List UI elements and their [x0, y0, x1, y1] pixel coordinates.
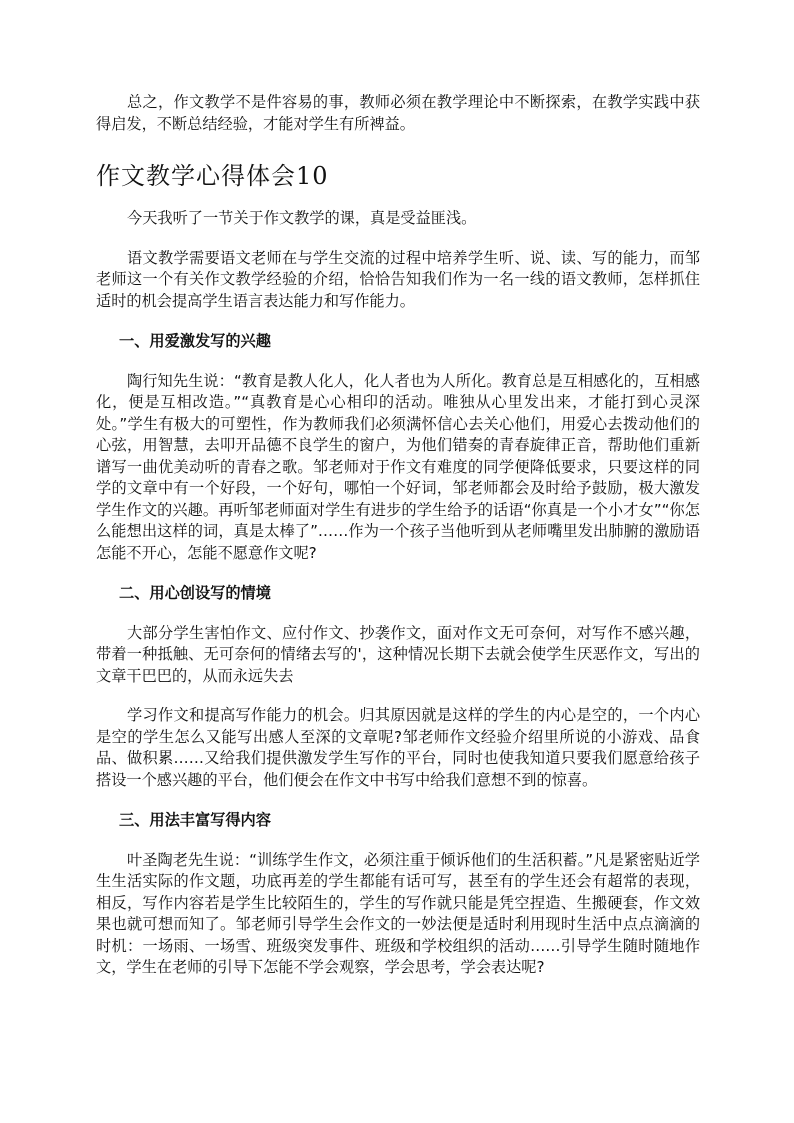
section-1-heading: 一、用爱激发写的兴趣: [119, 332, 271, 350]
section-3-paragraph: 叶圣陶老先生说：“训练学生作文，必须注重于倾诉他们的生活积蓄。”凡是紧密贴近学生生活实际的作文题，功底再差的学生都能有话可写，甚至有的学生还会有超常的表现，相反，写作内容若是学生比较陌生的，学生的写作就只能是凭空捏造、生搬硬套，作文效果也就可想而知了。邹老师引导学生会作文的一妙法便是适时利用现时生活中点点滴滴的时机：一场雨、一场雪、班级突发事件、班级和学校组织的活动……引导学生随时随地作文，学生在老师的引导下怎能不学会观察，学会思考，学会表达呢?: [96, 850, 700, 976]
article-title: 作文教学心得体会10: [96, 162, 329, 190]
document-page: [96, 92, 700, 979]
section-2-paragraph-1: 大部分学生害怕作文、应付作文、抄袭作文，面对作文无可奈何，对写作不感兴趣，带着一种抵触、无可奈何的情绪去写的'，这种情况长期下去就会使学生厌恶作文，写出的文章干巴巴的，从而永远失去: [96, 623, 700, 685]
section-1-paragraph: 陶行知先生说：“教育是教人化人，化人者也为人所化。教育总是互相感化的，互相感化，便是互相改造。”“真教育是心心相印的活动。唯独从心里发出来，才能打到心灵深处。”学生有极大的可塑性，作为教师我们必须满怀信心去关心他们，用爱心去拨动他们的心弦，用智慧，去叩开品德不良学生的窗户，为他们错奏的青春旋律正音，帮助他们重新谱写一曲优美动听的青春之歌。邹老师对于作文有难度的同学便降低要求，只要这样的同学的文章中有一个好段，一个好句，哪怕一个好词，邹老师都会及时给予鼓励，极大激发学生作文的兴趣。再听邹老师面对学生有进步的学生给予的话语“你真是一个小才女”“你怎么能想出这样的词，真是太棒了”……作为一个孩子当他听到从老师嘴里发出肺腑的激励语怎能不开心，怎能不愿意作文呢?: [96, 371, 700, 562]
intro-paragraph: 总之，作文教学不是件容易的事，教师必须在教学理论中不断探索，在教学实践中获得启发，不断总结经验，才能对学生有所裨益。: [96, 93, 700, 133]
section-3-heading: 三、用法丰富写得内容: [119, 811, 271, 829]
opening-paragraph-2: 语文教学需要语文老师在与学生交流的过程中培养学生听、说、读、写的能力，而邹老师这一个有关作文教学经验的介绍，恰恰告知我们作为一名一线的语文教师，怎样抓住适时的机会提高学生语言表达能力和写作能力。: [96, 248, 700, 310]
section-2-paragraph-2: 学习作文和提高写作能力的机会。归其原因就是这样的学生的内心是空的，一个内心是空的学生怎么又能写出感人至深的文章呢?邹老师作文经验介绍里所说的小游戏、品食品、做积累……又给我们提供激发学生写作的平台，同时也使我知道只要我们愿意给孩子搭设一个感兴趣的平台，他们便会在作文中书写中给我们意想不到的惊喜。: [96, 706, 700, 789]
opening-paragraph-1: 今天我听了一节关于作文教学的课，真是受益匪浅。: [127, 209, 477, 227]
section-2-heading: 二、用心创设写的情境: [119, 584, 271, 602]
